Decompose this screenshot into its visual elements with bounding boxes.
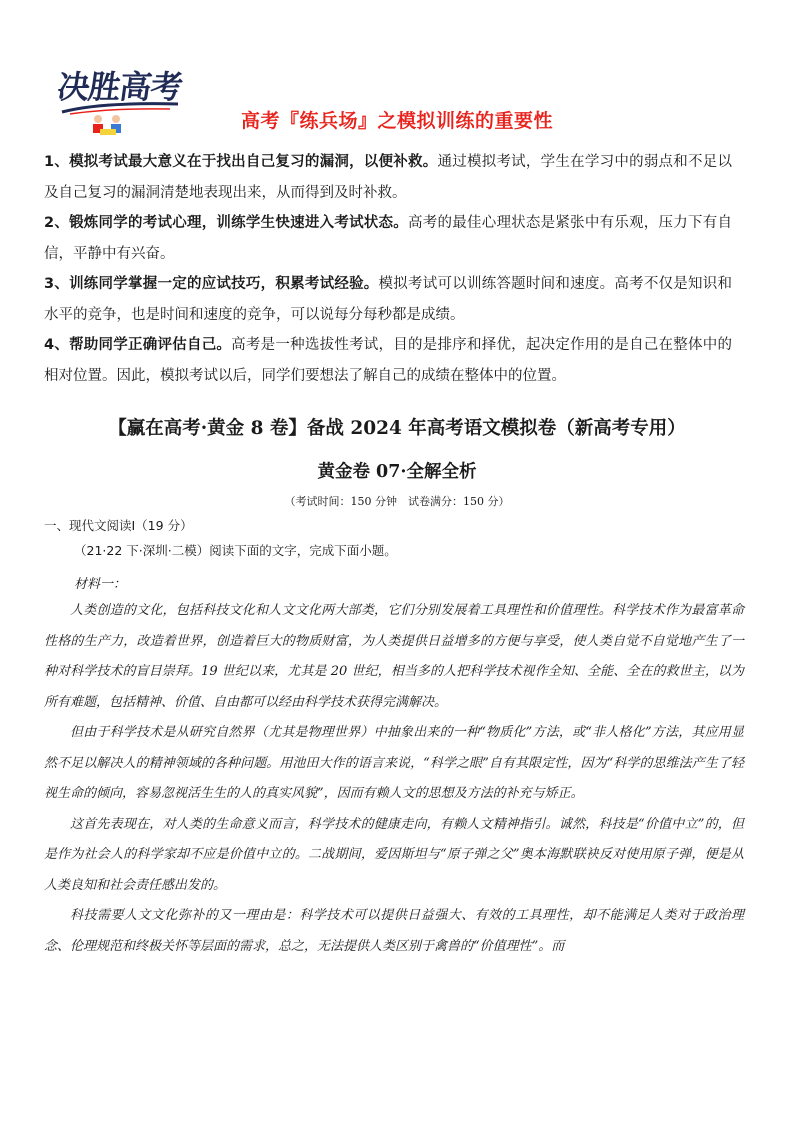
intro-point-4-text: 高考是一种选拔性考试，目的是排序和择优，起决定作用的是自己在整体中的相对位置。因此，模拟考试以后，同学们要想法了解自己的成绩在整体中的位置。 (44, 337, 732, 384)
intro-point-4 (44, 330, 732, 391)
paragraph: 但由于科学技术是从研究自然界（尤其是物理世界）中抽象出来的一种“物质化”方法，或“非人格化”方法，其应用显然不足以解决人的精神领域的各种问题。用池田大作的语言来说，“科学之眼”自有其限定性，因为“科学的思维法产生了轻视生命的倾向，容易忽视活生生的人的真实风貌”，因而有赖人文的思想及方法的补充与矫正。 (44, 725, 744, 801)
intro-point-4-key: 4、帮助同学正确评估自己。 (44, 337, 232, 353)
intro-point-3-key: 3、训练同学掌握一定的应试技巧，积累考试经验。 (44, 276, 379, 292)
intro-point-2-text: 高考的最佳心理状态是紧张中有乐观，压力下有自信，平静中有兴奋。 (44, 215, 732, 262)
intro-point-3 (44, 269, 732, 330)
paragraph: 人类创造的文化，包括科技文化和人文文化两大部类，它们分别发展着工具理性和价值理性。科学技术作为最富革命性格的生产力，改造着世界，创造着巨大的物质财富，为人类提供日益增多的方便与享受，使人类自觉不自觉地产生了一种对科学技术的盲目崇拜。19 世纪以来，尤其是 20 世纪，相当多的人把科学技术视作全知、全能、全在的救世主，以为所有难题，包括精神、价值、自由都可以经由科学技术获得完满解决。 (44, 603, 744, 710)
exam-title: 【赢在高考·黄金 8 卷】备战 2024 年高考语文模拟卷（新高考专用） (108, 418, 686, 439)
intro-point-2 (44, 208, 732, 269)
material-label: 材料一： (74, 577, 127, 592)
source-line: （21·22 下·深圳·二模）阅读下面的文字，完成下面小题。 (74, 543, 397, 558)
material-body (44, 596, 744, 962)
banner-title: 高考『练兵场』之模拟训练的重要性 (240, 110, 553, 132)
exam-info: （考试时间：150 分钟 试卷满分：150 分） (284, 495, 510, 508)
intro-point-2-key: 2、锻炼同学的考试心理，训练学生快速进入考试状态。 (44, 215, 409, 231)
paragraph: 科技需要人文文化弥补的又一理由是：科学技术可以提供日益强大、有效的工具理性，却不能满足人类对于政治理念、伦理规范和终极关怀等层面的需求，总之，无法提供人类区别于禽兽的“价值理性”。而 (44, 908, 744, 954)
intro-point-1 (44, 147, 732, 208)
logo-text: 决胜高考 (55, 68, 185, 106)
intro-points (44, 147, 732, 391)
section-heading: 一、现代文阅读Ⅰ（19 分） (44, 518, 193, 533)
paragraph: 这首先表现在，对人类的生命意义而言，科学技术的健康走向，有赖人文精神指引。诚然，科技是“价值中立”的，但是作为社会人的科学家却不应是价值中立的。二战期间，爱因斯坦与“原子弹之父”奥本海默联袂反对使用原子弹，便是从人类良知和社会责任感出发的。 (44, 816, 744, 893)
intro-point-1-key: 1、模拟考试最大意义在于找出自己复习的漏洞，以便补救。 (44, 154, 438, 170)
intro-point-1-text: 通过模拟考试，学生在学习中的弱点和不足以及自己复习的漏洞清楚地表现出来，从而得到及时补救。 (44, 154, 733, 201)
exam-subtitle: 黄金卷 07·全解全析 (317, 462, 477, 482)
intro-point-3-text: 模拟考试可以训练答题时间和速度。高考不仅是知识和水平的竞争，也是时间和速度的竞争，可以说每分每秒都是成绩。 (44, 276, 732, 323)
